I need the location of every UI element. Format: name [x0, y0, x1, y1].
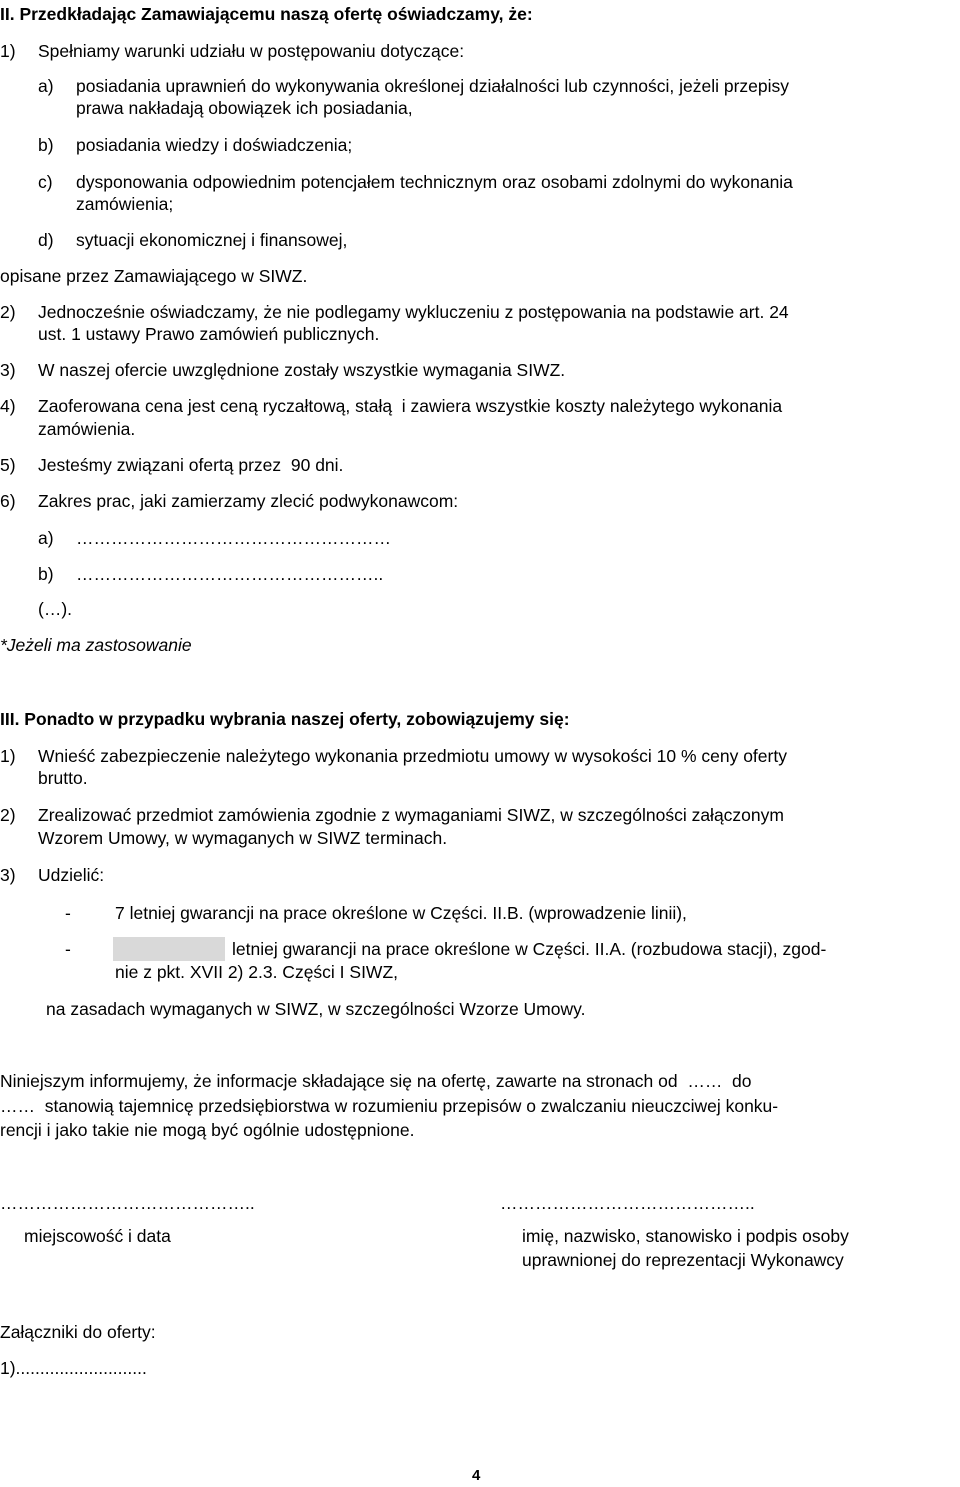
item-number: 5): [0, 455, 16, 475]
item-text-cont: brutto.: [38, 768, 88, 788]
item-text: Zrealizować przedmiot zamówienia zgodnie z wymaganiami SIWZ, w szczególności załączonym: [38, 805, 784, 825]
item-closing-text: na zasadach wymaganych w SIWZ, w szczególności Wzorze Umowy.: [46, 999, 586, 1019]
footnote: *Jeżeli ma zastosowanie: [0, 635, 192, 655]
item-closing-text: opisane przez Zamawiającego w SIWZ.: [0, 266, 308, 286]
signature-name-dots: ……………………………………..: [500, 1193, 755, 1213]
signature-name-label: imię, nazwisko, stanowisko i podpis osoby: [522, 1226, 849, 1246]
placeholder-dots: ………………………………………………: [76, 528, 391, 548]
sub-item-label: a): [38, 76, 54, 96]
item-text: Zaoferowana cena jest ceną ryczałtową, stałą i zawiera wszystkie koszty należytego wykonania: [38, 396, 783, 416]
dash-marker: -: [65, 903, 71, 923]
item-number: 4): [0, 396, 16, 416]
item-text: Jednocześnie oświadczamy, że nie podlegamy wykluczeniu z postępowania na podstawie art. 24: [38, 302, 789, 322]
sub-item-text: posiadania wiedzy i doświadczenia;: [76, 135, 353, 155]
etc-marker: (…).: [38, 599, 73, 619]
item-text-cont: Wzorem Umowy, w wymaganych w SIWZ terminach.: [38, 828, 448, 848]
confidentiality-text-cont: …… stanowią tajemnicę przedsiębiorstwa w rozumieniu przepisów o zwalczaniu nieuczciwej konku-: [0, 1096, 779, 1116]
item-number: 3): [0, 865, 16, 885]
page-number: 4: [472, 1467, 481, 1484]
sub-item-text: sytuacji ekonomicznej i finansowej,: [76, 230, 348, 250]
dash-item-text-cont: nie z pkt. XVII 2) 2.3. Części I SIWZ,: [115, 962, 398, 982]
sub-item-label: d): [38, 230, 54, 250]
sub-item-text-cont: zamówienia;: [76, 194, 174, 214]
item-text: Spełniamy warunki udziału w postępowaniu dotyczące:: [38, 41, 465, 61]
dash-item-text: 7 letniej gwarancji na prace określone w Części. II.B. (wprowadzenie linii),: [115, 903, 687, 923]
item-number: 6): [0, 491, 16, 511]
item-text-cont: zamówienia.: [38, 419, 136, 439]
signature-place-label: miejscowość i data: [24, 1226, 171, 1246]
item-text: Jesteśmy związani ofertą przez 90 dni.: [38, 455, 344, 475]
item-text: Udzielić:: [38, 865, 105, 885]
dash-marker: -: [65, 939, 71, 959]
placeholder-dots: ……………………………………………..: [76, 564, 384, 584]
item-text-cont: ust. 1 ustawy Prawo zamówień publicznych.: [38, 324, 380, 344]
redacted-field: [113, 937, 225, 961]
signature-name-label-cont: uprawnionej do reprezentacji Wykonawcy: [522, 1250, 844, 1270]
sub-item-text: posiadania uprawnień do wykonywania określonej działalności lub czynności, jeżeli przepisy: [76, 76, 790, 96]
sub-item-text-cont: prawa nakładają obowiązek ich posiadania,: [76, 98, 413, 118]
signature-place-dots: ……………………………………..: [0, 1193, 255, 1213]
sub-item-label: b): [38, 564, 54, 584]
item-number: 1): [0, 746, 16, 766]
section-iii-title: III. Ponadto w przypadku wybrania naszej oferty, zobowiązujemy się:: [0, 709, 570, 729]
attachments-title: Załączniki do oferty:: [0, 1322, 156, 1342]
sub-item-text: dysponowania odpowiednim potencjałem technicznym oraz osobami zdolnymi do wykonania: [76, 172, 793, 192]
item-text: Wnieść zabezpieczenie należytego wykonania przedmiotu umowy w wysokości 10 % ceny oferty: [38, 746, 787, 766]
item-text: Zakres prac, jaki zamierzamy zlecić podwykonawcom:: [38, 491, 459, 511]
confidentiality-text: Niniejszym informujemy, że informacje składające się na ofertę, zawarte na stronach od …… do: [0, 1071, 752, 1091]
item-number: 2): [0, 302, 16, 322]
dash-item-text: letniej gwarancji na prace określone w Części. II.A. (rozbudowa stacji), zgod-: [232, 939, 827, 959]
section-ii-title: II. Przedkładając Zamawiającemu naszą ofertę oświadczamy, że:: [0, 4, 533, 24]
sub-item-label: c): [38, 172, 53, 192]
item-number: 1): [0, 41, 16, 61]
item-number: 2): [0, 805, 16, 825]
confidentiality-text-cont: rencji i jako takie nie mogą być ogólnie udostępnione.: [0, 1120, 415, 1140]
attachment-item: 1)...........................: [0, 1358, 147, 1378]
item-number: 3): [0, 360, 16, 380]
item-text: W naszej ofercie uwzględnione zostały wszystkie wymagania SIWZ.: [38, 360, 566, 380]
sub-item-label: b): [38, 135, 54, 155]
sub-item-label: a): [38, 528, 54, 548]
